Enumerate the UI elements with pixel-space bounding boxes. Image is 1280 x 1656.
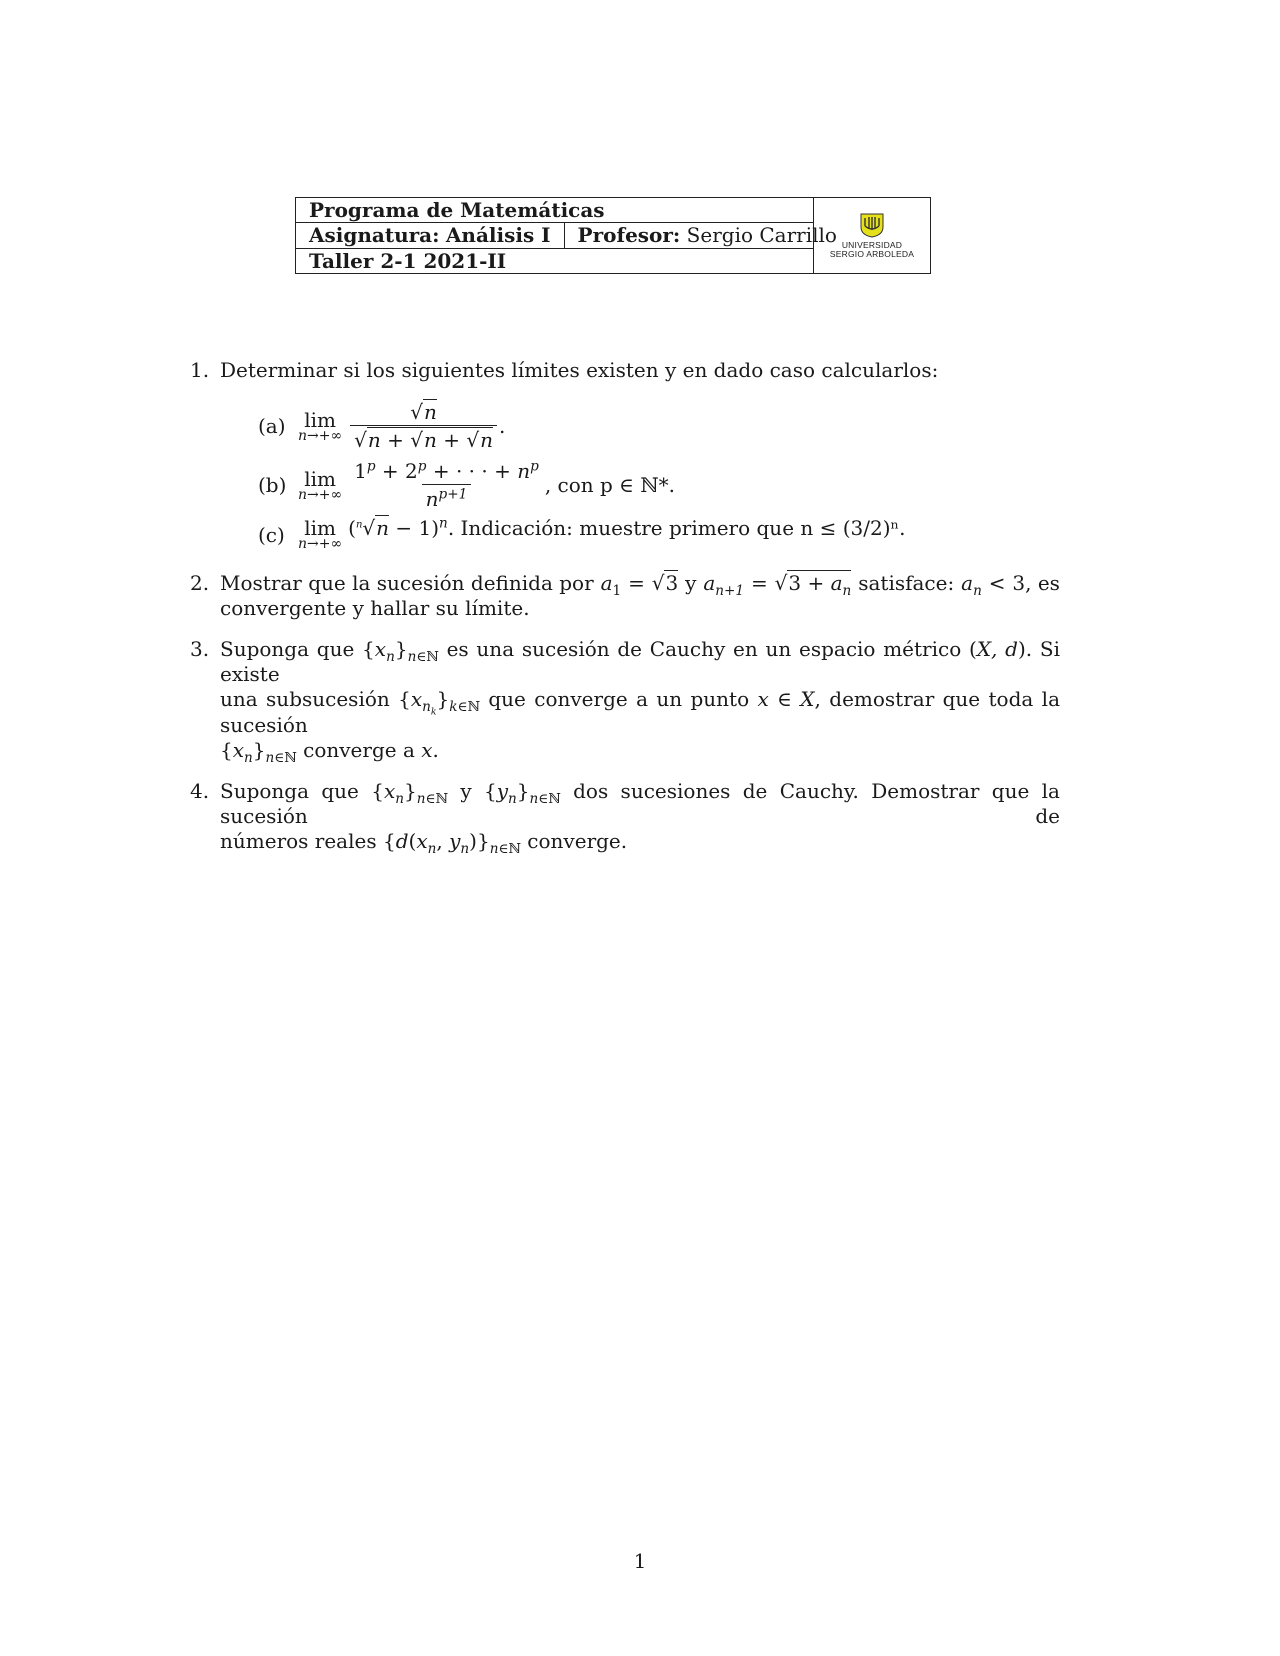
subproblem-label: (c) — [258, 522, 285, 547]
problem-number: 4. — [190, 778, 210, 803]
workshop-title: Taller 2-1 2021-II — [309, 248, 507, 273]
logo-wordmark — [830, 241, 914, 259]
problem-3 — [190, 637, 1060, 766]
formula: $√3 + a_n$ — [774, 571, 852, 599]
formula: 3, es — [1012, 571, 1060, 595]
formula: = — [628, 571, 645, 595]
problem-4 — [190, 778, 1060, 857]
problem-number: 1. — [190, 358, 210, 382]
problem-line: Suponga que $\{x_n\}_{n\in ℕ}$ y $\{y_n\}_{n\in ℕ}$ dos sucesiones de Cauchy. Demostrar que la sucesión de — [220, 778, 1060, 828]
problem-line: números reales {$d(x_n$, $y_n)\}_{n\in ℕ}$ converge. — [220, 828, 628, 857]
limit-operator: lim n→+∞ — [298, 516, 343, 552]
subproblem-tail: . Indicación: muestre primero que n ≤ (3/2)ⁿ. — [447, 515, 906, 540]
problem-text-start: Mostrar que la sucesión definida por — [220, 571, 594, 595]
limit-operator: lim n→+∞ — [298, 407, 343, 444]
logo-line-2: SERGIO ARBOLEDA — [829, 248, 915, 259]
conjunction: y — [685, 571, 697, 595]
problem-number: 3. — [190, 637, 210, 661]
subproblem-c — [258, 514, 1060, 552]
subproblem-tail: , con p ∈ ℕ*. — [544, 473, 675, 497]
problem-1 — [190, 358, 1060, 551]
formula: = — [750, 571, 768, 595]
shield-icon — [860, 213, 884, 238]
subject-value: Análisis I — [445, 223, 551, 248]
subproblem-a: (a) lim n→+∞ $\frac{√n}{√n + √n + √n}$ . — [258, 400, 506, 452]
limit-fraction: $\frac{1^p + 2^p + \cdot \cdot \cdot + n^p}{n^{p+1}}$ — [354, 458, 539, 511]
problem-line: Suponga que $\{x_n\}_{n\in ℕ}$ es una sucesión de Cauchy en un espacio métrico (X, d). Si existe — [220, 637, 1060, 686]
header-row-subject — [296, 222, 837, 248]
problem-text: Determinar si los siguientes límites existen y en dado caso calcularlos: — [220, 358, 939, 382]
formula: $a_{n+1}$ — [703, 571, 745, 599]
professor-label: Profesor: — [577, 223, 681, 248]
university-logo — [814, 198, 930, 273]
subject-label: Asignatura: — [309, 223, 440, 248]
limit-fraction: $\frac{√n}{√n + √n + √n}$ — [350, 399, 497, 454]
logo-line-1: UNIVERSIDAD — [841, 239, 903, 250]
problem-line — [220, 571, 1060, 599]
limit-expression: $(^n√n - 1)^n$ — [348, 514, 448, 540]
formula: $a_1$ — [600, 571, 622, 599]
formula: < — [988, 571, 1006, 595]
header-info — [296, 198, 837, 273]
subproblem-label: (b) — [258, 473, 287, 497]
professor-value: Sergio Carrillo — [686, 223, 837, 248]
limit-operator: lim n→+∞ — [298, 466, 343, 503]
subproblem-label: (a) — [258, 414, 286, 438]
problem-list — [190, 358, 1060, 857]
problem-line: $\{x_n\}_{n\in ℕ}$ converge a x. — [220, 737, 439, 766]
header-row-program — [296, 198, 813, 222]
problem-text-last: convergente y hallar su límite. — [220, 596, 530, 620]
formula: √3 — [651, 571, 679, 595]
formula: $a_n$ — [961, 571, 982, 599]
header-row-workshop — [296, 248, 813, 273]
problem-line: una subsucesión $\{x_{n_k}\}_{k\in ℕ}$ que converge a un punto x ∈ X, demostrar que toda la sucesión — [220, 687, 1060, 737]
subject-cell — [296, 223, 565, 247]
subproblem-b — [258, 458, 1060, 513]
problem-2 — [190, 571, 1060, 621]
problem-text-mid: satisface: — [858, 571, 955, 595]
professor-cell — [565, 223, 850, 247]
course-header-table — [295, 197, 931, 274]
program-title: Programa de Matemáticas — [309, 198, 605, 223]
page-number: 1 — [633, 1549, 647, 1573]
problem-number: 2. — [190, 571, 210, 595]
